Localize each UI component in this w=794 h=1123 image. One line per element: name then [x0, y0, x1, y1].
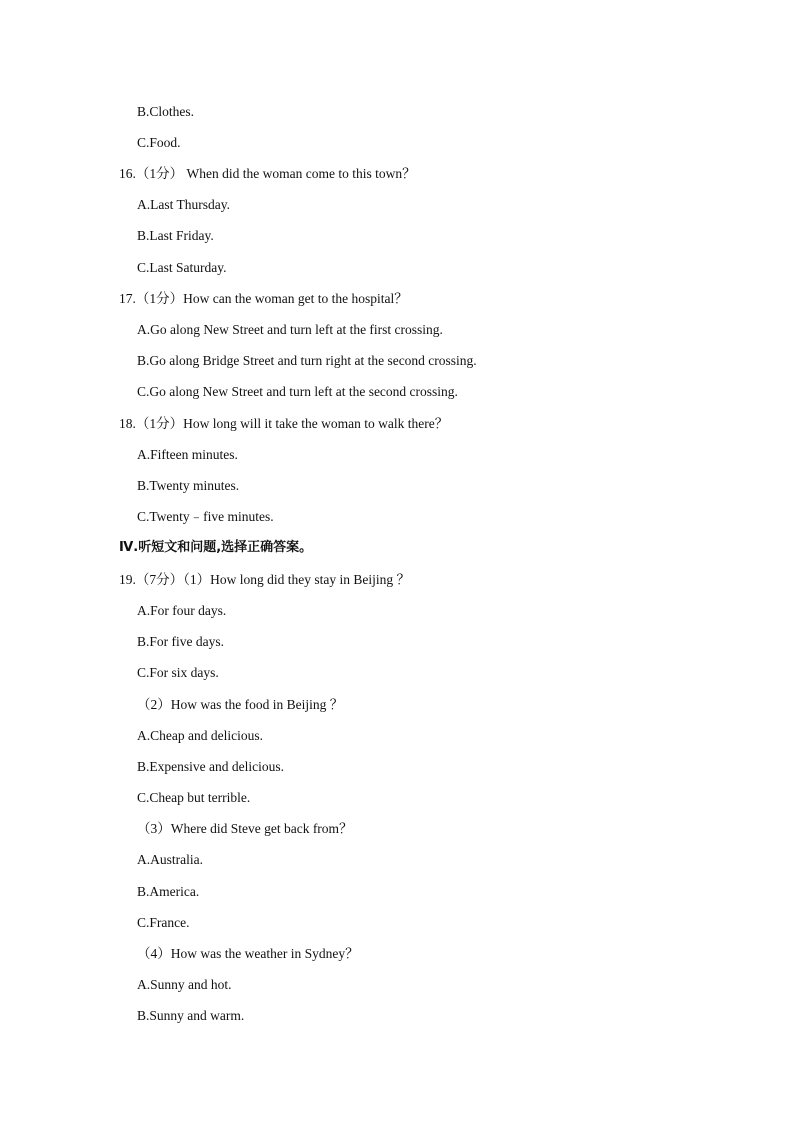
option-19-2-a: A.Cheap and delicious. [137, 728, 263, 743]
option-15-b: B.Clothes. [137, 104, 195, 119]
question-16: 16.（1分） When did the woman come to this town？ [119, 166, 416, 181]
option-16-b: B.Last Friday. [137, 228, 214, 243]
option-17-a: A.Go along New Street and turn left at the first crossing. [137, 322, 443, 337]
question-19-4: （4）How was the weather in Sydney？ [137, 946, 359, 961]
option-16-c: C.Last Saturday. [137, 260, 227, 275]
question-19-3: （3）Where did Steve get back from？ [137, 821, 353, 836]
option-19-1-a: A.For four days. [137, 603, 227, 618]
option-19-3-b: B.America. [137, 884, 200, 899]
option-18-b: B.Twenty minutes. [137, 478, 240, 493]
option-19-4-a: A.Sunny and hot. [137, 977, 232, 992]
question-17: 17.（1分）How can the woman get to the hospital？ [119, 291, 408, 306]
option-18-c: C.Twenty﹣five minutes. [137, 509, 274, 524]
option-19-3-a: A.Australia. [137, 852, 203, 867]
option-17-c: C.Go along New Street and turn left at the second crossing. [137, 384, 458, 399]
option-17-b: B.Go along Bridge Street and turn right at the second crossing. [137, 353, 477, 368]
section-heading-iv: Ⅳ.听短文和问题,选择正确答案。 [119, 540, 313, 555]
option-19-3-c: C.France. [137, 915, 190, 930]
option-19-4-b: B.Sunny and warm. [137, 1008, 245, 1023]
option-19-2-c: C.Cheap but terrible. [137, 790, 251, 805]
option-19-2-b: B.Expensive and delicious. [137, 759, 284, 774]
option-15-c: C.Food. [137, 135, 181, 150]
option-19-1-c: C.For six days. [137, 665, 219, 680]
question-19: 19.（7分）（1）How long did they stay in Beijing ？ [119, 572, 410, 587]
question-19-2: （2）How was the food in Beijing ？ [137, 697, 344, 712]
option-18-a: A.Fifteen minutes. [137, 447, 238, 462]
option-19-1-b: B.For five days. [137, 634, 224, 649]
option-16-a: A.Last Thursday. [137, 197, 230, 212]
question-18: 18.（1分）How long will it take the woman to walk there？ [119, 416, 449, 431]
